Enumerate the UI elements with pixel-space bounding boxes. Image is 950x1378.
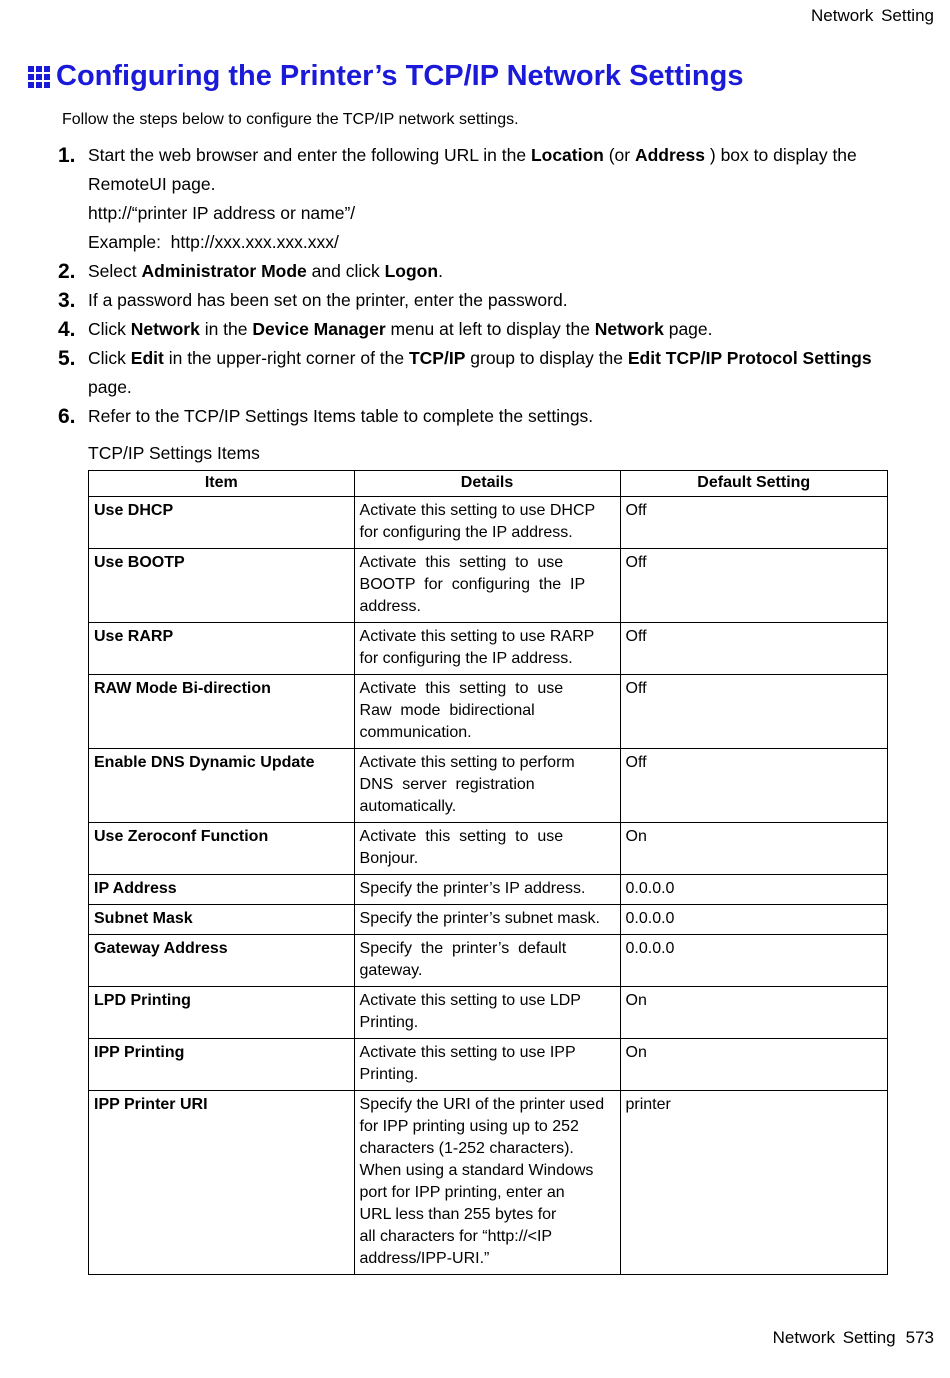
step-text-part: in the bbox=[199, 319, 253, 339]
ui-term: Administrator Mode bbox=[141, 261, 307, 281]
setting-item: IPP Printer URI bbox=[89, 1091, 355, 1275]
running-header: Network Setting bbox=[811, 6, 934, 25]
setting-details-line: port for IPP printing, enter an bbox=[359, 1184, 565, 1201]
setting-details bbox=[354, 1091, 620, 1275]
setting-default: Off bbox=[620, 749, 888, 823]
table-row bbox=[89, 823, 888, 875]
step-6 bbox=[58, 402, 898, 431]
ui-term: Network bbox=[594, 319, 664, 339]
step-text-part: page. bbox=[663, 319, 713, 339]
step-example-line: Example: http://xxx.xxx.xxx.xxx/ bbox=[88, 232, 339, 252]
setting-details bbox=[354, 823, 620, 875]
setting-details-line: communication. bbox=[359, 724, 472, 741]
setting-item: RAW Mode Bi-direction bbox=[89, 675, 355, 749]
step-text-part: in the upper-right corner of the bbox=[163, 348, 409, 368]
setting-details-line: Printing. bbox=[359, 1066, 419, 1083]
column-header-default: Default Setting bbox=[620, 471, 888, 497]
setting-default: Off bbox=[620, 623, 888, 675]
setting-details bbox=[354, 749, 620, 823]
setting-default: 0.0.0.0 bbox=[620, 935, 888, 987]
ui-term: Location bbox=[530, 145, 604, 165]
setting-details-line: automatically. bbox=[359, 798, 457, 815]
setting-details-line: gateway. bbox=[359, 962, 423, 979]
step-5 bbox=[58, 344, 898, 402]
setting-details-line: Specify the URI of the printer used bbox=[359, 1096, 605, 1113]
setting-item: Use RARP bbox=[89, 623, 355, 675]
step-text-part: Click bbox=[88, 348, 131, 368]
step-text-part: (or bbox=[603, 145, 635, 165]
setting-details-line: Activate this setting to use RARP bbox=[359, 628, 595, 645]
table-row bbox=[89, 1091, 888, 1275]
footer bbox=[773, 1328, 934, 1348]
column-header-item: Item bbox=[89, 471, 355, 497]
setting-details bbox=[354, 549, 620, 623]
table-row bbox=[89, 987, 888, 1039]
page-number: 573 bbox=[905, 1328, 934, 1347]
step-number: 2. bbox=[58, 260, 76, 283]
setting-item: Enable DNS Dynamic Update bbox=[89, 749, 355, 823]
steps-list bbox=[58, 141, 898, 431]
setting-details-line: Activate this setting to use DHCP bbox=[359, 502, 596, 519]
setting-default: Off bbox=[620, 549, 888, 623]
step-number: 3. bbox=[58, 289, 76, 312]
setting-details-line: all characters for “http://<IP bbox=[359, 1228, 553, 1245]
table-row bbox=[89, 623, 888, 675]
table-row bbox=[89, 905, 888, 935]
setting-item: LPD Printing bbox=[89, 987, 355, 1039]
setting-details bbox=[354, 935, 620, 987]
table-row bbox=[89, 675, 888, 749]
step-text-part: . bbox=[438, 261, 443, 281]
setting-details-line: Activate this setting to use bbox=[359, 828, 564, 845]
ui-term: Network bbox=[130, 319, 200, 339]
step-text-part: page. bbox=[88, 377, 132, 397]
page-title bbox=[28, 60, 743, 93]
step-number: 6. bbox=[58, 405, 76, 428]
step-number: 5. bbox=[58, 347, 76, 370]
step-text bbox=[88, 257, 898, 286]
setting-item: IP Address bbox=[89, 875, 355, 905]
step-text bbox=[88, 286, 898, 315]
setting-default: 0.0.0.0 bbox=[620, 875, 888, 905]
grid-icon bbox=[28, 66, 50, 88]
setting-default: On bbox=[620, 823, 888, 875]
step-text bbox=[88, 344, 898, 402]
step-4 bbox=[58, 315, 898, 344]
setting-item: Use BOOTP bbox=[89, 549, 355, 623]
setting-details-line: Activate this setting to use bbox=[359, 680, 564, 697]
setting-item: IPP Printing bbox=[89, 1039, 355, 1091]
setting-item: Use DHCP bbox=[89, 497, 355, 549]
setting-item: Use Zeroconf Function bbox=[89, 823, 355, 875]
table-row bbox=[89, 935, 888, 987]
ui-term: Edit bbox=[130, 348, 164, 368]
step-text-part: ) box to display the RemoteUI page. bbox=[88, 145, 857, 194]
step-2 bbox=[58, 257, 898, 286]
step-number: 4. bbox=[58, 318, 76, 341]
step-text-part: Select bbox=[88, 261, 142, 281]
ui-term: Device Manager bbox=[252, 319, 386, 339]
step-text-part: Refer to the TCP/IP Settings Items table to complete the settings. bbox=[88, 406, 594, 426]
column-header-details: Details bbox=[354, 471, 620, 497]
setting-details-line: Activate this setting to use bbox=[359, 554, 564, 571]
step-example-line: http://“printer IP address or name”/ bbox=[88, 203, 356, 223]
step-text-part: Click bbox=[88, 319, 131, 339]
setting-details bbox=[354, 675, 620, 749]
step-number: 1. bbox=[58, 144, 76, 167]
setting-details bbox=[354, 875, 620, 905]
setting-details-line: Specify the printer’s default bbox=[359, 940, 567, 957]
table-header-row bbox=[89, 471, 888, 497]
table-row bbox=[89, 875, 888, 905]
table-row bbox=[89, 549, 888, 623]
setting-details-line: DNS server registration bbox=[359, 776, 535, 793]
setting-details-line: When using a standard Windows bbox=[359, 1162, 594, 1179]
setting-details-line: Activate this setting to use LDP bbox=[359, 992, 581, 1009]
footer-section: Network Setting bbox=[772, 1328, 896, 1347]
settings-table bbox=[88, 470, 888, 1275]
step-text-part: Start the web browser and enter the following URL in the bbox=[88, 145, 531, 165]
setting-details-line: Printing. bbox=[359, 1014, 419, 1031]
table-row bbox=[89, 1039, 888, 1091]
step-text-part: If a password has been set on the printer, enter the password. bbox=[88, 290, 568, 310]
setting-details-line: Specify the printer’s IP address. bbox=[359, 880, 586, 897]
setting-default: On bbox=[620, 987, 888, 1039]
setting-details-line: URL less than 255 bytes for bbox=[359, 1206, 557, 1223]
page-title-text: Configuring the Printer’s TCP/IP Network Settings bbox=[56, 60, 744, 92]
step-text-part: and click bbox=[306, 261, 385, 281]
ui-term: Address bbox=[634, 145, 706, 165]
setting-details bbox=[354, 497, 620, 549]
setting-details-line: Activate this setting to use IPP bbox=[359, 1044, 576, 1061]
setting-details-line: Activate this setting to perform bbox=[359, 754, 575, 771]
step-text-part: menu at left to display the bbox=[385, 319, 595, 339]
ui-term: Edit TCP/IP Protocol Settings bbox=[627, 348, 872, 368]
step-text bbox=[88, 315, 898, 344]
setting-details-line: address/IPP-URI.” bbox=[359, 1250, 490, 1267]
table-caption: TCP/IP Settings Items bbox=[88, 443, 260, 463]
setting-details bbox=[354, 905, 620, 935]
setting-details-line: for configuring the IP address. bbox=[359, 650, 573, 667]
step-1 bbox=[58, 141, 898, 257]
setting-details-line: characters (1-252 characters). bbox=[359, 1140, 574, 1157]
intro-text: Follow the steps below to configure the TCP/IP network settings. bbox=[62, 111, 519, 128]
setting-default: printer bbox=[620, 1091, 888, 1275]
table-row bbox=[89, 749, 888, 823]
step-text bbox=[88, 141, 898, 257]
setting-details-line: Specify the printer’s subnet mask. bbox=[359, 910, 600, 927]
setting-details-line: for configuring the IP address. bbox=[359, 524, 573, 541]
setting-details-line: BOOTP for configuring the IP bbox=[359, 576, 586, 593]
setting-item: Subnet Mask bbox=[89, 905, 355, 935]
setting-default: Off bbox=[620, 675, 888, 749]
ui-term: Logon bbox=[384, 261, 439, 281]
setting-details bbox=[354, 987, 620, 1039]
setting-details-line: Raw mode bidirectional bbox=[359, 702, 535, 719]
setting-details-line: for IPP printing using up to 252 bbox=[359, 1118, 579, 1135]
setting-default: Off bbox=[620, 497, 888, 549]
step-3 bbox=[58, 286, 898, 315]
setting-details-line: address. bbox=[359, 598, 421, 615]
step-text bbox=[88, 402, 898, 431]
setting-details bbox=[354, 1039, 620, 1091]
setting-details bbox=[354, 623, 620, 675]
setting-default: On bbox=[620, 1039, 888, 1091]
step-text-part: group to display the bbox=[465, 348, 628, 368]
setting-details-line: Bonjour. bbox=[359, 850, 419, 867]
setting-default: 0.0.0.0 bbox=[620, 905, 888, 935]
setting-item: Gateway Address bbox=[89, 935, 355, 987]
table-row bbox=[89, 497, 888, 549]
ui-term: TCP/IP bbox=[408, 348, 466, 368]
